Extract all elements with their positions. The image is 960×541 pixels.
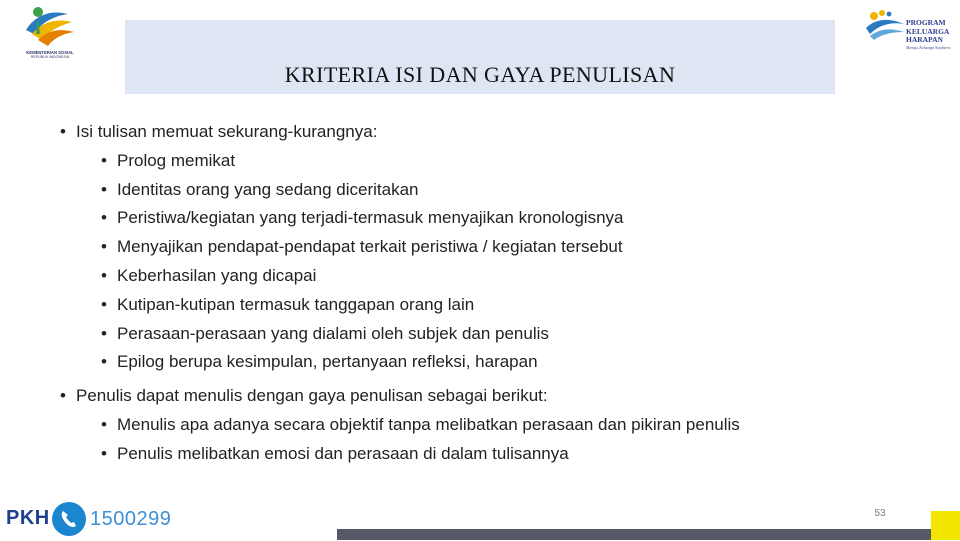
pkh-program-wordmark: [906, 19, 960, 51]
section-text: Isi tulisan memuat sekurang-kurangnya:: [76, 122, 378, 141]
list-item-text: Penulis melibatkan emosi dan perasaan di dalam tulisannya: [117, 443, 569, 463]
list-item: [101, 320, 549, 349]
kemensos-caption-line2: REPUBLIK INDONESIA: [30, 55, 70, 59]
bullet: •: [101, 352, 107, 372]
list-item-text: Menulis apa adanya secara objektif tanpa melibatkan perasaan dan pikiran penulis: [117, 414, 740, 434]
list-item-text: Peristiwa/kegiatan yang terjadi-termasuk menyajikan kronologisnya: [117, 208, 624, 228]
list-item: [101, 440, 569, 469]
list-item-text: Epilog berupa kesimpulan, pertanyaan refleksi, harapan: [117, 352, 538, 372]
list-item-text: Menyajikan pendapat-pendapat terkait peristiwa / kegiatan tersebut: [117, 237, 623, 257]
list-item: [101, 204, 623, 233]
pkh-word-1: PROGRAM: [906, 18, 946, 27]
list-item-text: Prolog memikat: [117, 150, 236, 170]
list-item: [101, 348, 538, 377]
list-item: [101, 291, 474, 320]
kemensos-caption: [8, 50, 92, 60]
list-item: [101, 147, 235, 176]
bullet: •: [101, 414, 107, 434]
hotline-number: 1500299: [90, 508, 172, 530]
section-1-heading: [60, 118, 377, 147]
pkh-word-2: KELUARGA: [906, 26, 950, 36]
bullet: •: [101, 208, 107, 228]
section-text: Penulis dapat menulis dengan gaya penulisan sebagai berikut:: [76, 386, 548, 405]
pkh-word-3: HARAPAN: [906, 35, 943, 44]
list-item-text: Perasaan-perasaan yang dialami oleh subjek dan penulis: [117, 323, 549, 343]
phone-handset-icon: [52, 502, 86, 536]
pkh-label: PKH: [6, 507, 50, 529]
list-item-text: Identitas orang yang sedang diceritakan: [117, 179, 419, 199]
bullet: •: [60, 386, 66, 405]
list-item: [101, 176, 418, 205]
bullet: •: [101, 266, 107, 285]
accent-square: [931, 511, 960, 540]
bullet: •: [101, 150, 107, 170]
bullet: •: [101, 179, 107, 199]
bullet: •: [101, 323, 107, 343]
kemensos-logo: [8, 4, 88, 70]
list-item-text: Kutipan-kutipan termasuk tanggapan orang lain: [117, 294, 475, 314]
slide-title: KRITERIA ISI DAN GAYA PENULISAN: [284, 62, 676, 87]
pkh-program-logo: [862, 4, 960, 66]
pkh-hotline-logo: [0, 500, 180, 536]
bullet: •: [60, 122, 66, 141]
footer-bar: [337, 529, 940, 540]
kemensos-emblem-icon: [18, 4, 78, 50]
section-2-heading: [60, 382, 548, 411]
bullet: •: [101, 237, 107, 257]
page-number: 53: [874, 508, 886, 519]
title-banner: [125, 20, 835, 94]
pkh-program-emblem-icon: [862, 6, 906, 46]
kemensos-caption-line1: KEMENTERIAN SOSIAL: [26, 50, 74, 55]
list-item-text: Keberhasilan yang dicapai: [117, 266, 317, 285]
pkh-tagline: Menuju Keluarga Sejahtera: [906, 44, 951, 50]
bullet: •: [101, 443, 107, 463]
list-item: [101, 233, 623, 262]
list-item: [101, 411, 740, 440]
list-item: [101, 262, 316, 291]
phone-icon: [52, 502, 86, 536]
bullet: •: [101, 294, 107, 314]
